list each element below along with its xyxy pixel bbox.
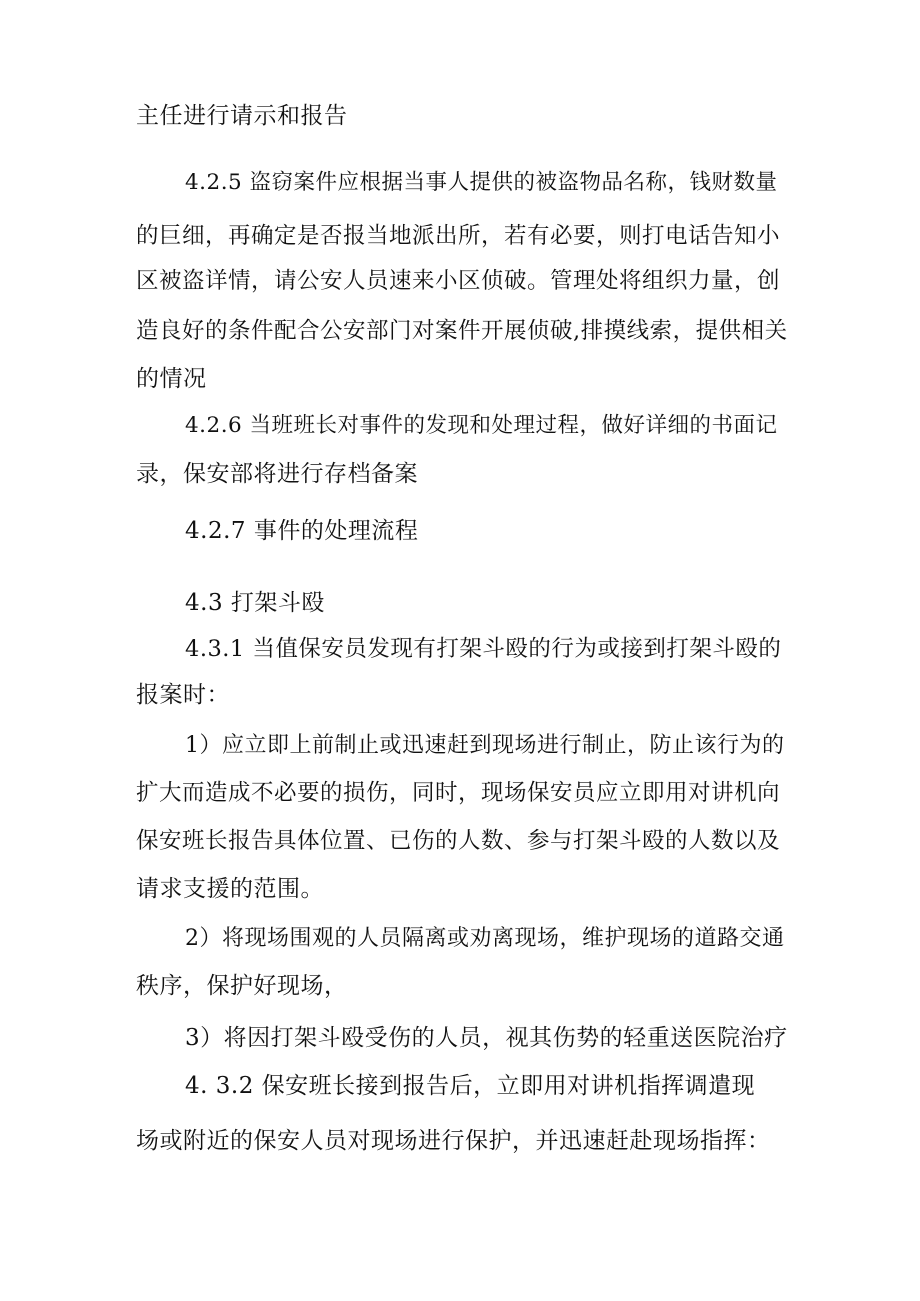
text-line: 造良好的条件配合公安部门对案件开展侦破,排摸线索，提供相关 bbox=[136, 318, 788, 344]
text-line: 2）将现场围观的人员隔离或劝离现场，维护现场的道路交通 bbox=[185, 926, 785, 951]
text-line: 场或附近的保安人员对现场进行保护，并迅速赶赴现场指挥： bbox=[136, 1128, 771, 1154]
text-line: 4.2.6 当班班长对事件的发现和处理过程，做好详细的书面记 bbox=[185, 413, 778, 438]
text-line: 的情况 bbox=[136, 366, 207, 392]
text-line: 4. 3.2 保安班长接到报告后，立即用对讲机指挥调遣现 bbox=[185, 1073, 756, 1099]
text-line: 的巨细，再确定是否报当地派出所，若有必要，则打电话告知小 bbox=[136, 223, 781, 249]
text-line: 主任进行请示和报告 bbox=[136, 103, 348, 129]
text-line: 扩大而造成不必要的损伤，同时，现场保安员应立即用对讲机向 bbox=[136, 780, 781, 806]
text-line: 保安班长报告具体位置、已伤的人数、参与打架斗殴的人数以及 bbox=[136, 828, 781, 854]
text-line: 报案时： bbox=[136, 682, 230, 708]
text-line: 录，保安部将进行存档备案 bbox=[136, 461, 418, 487]
text-line: 3）将因打架斗殴受伤的人员，视其伤势的轻重送医院治疗 bbox=[185, 1025, 788, 1051]
text-line: 请求支援的范围。 bbox=[136, 876, 324, 902]
text-line: 4.3 打架斗殴 bbox=[185, 590, 325, 616]
text-line: 秩序，保护好现场， bbox=[136, 973, 348, 999]
text-line: 1）应立即上前制止或迅速赶到现场进行制止，防止该行为的 bbox=[185, 733, 785, 758]
text-line: 4.2.5 盗窃案件应根据当事人提供的被盗物品名称，钱财数量 bbox=[185, 170, 778, 195]
text-line: 区被盗详情，请公安人员速来小区侦破。管理处将组织力量，创 bbox=[136, 268, 781, 294]
text-line: 4.3.1 当值保安员发现有打架斗殴的行为或接到打架斗殴的 bbox=[185, 636, 782, 662]
text-line: 4.2.7 事件的处理流程 bbox=[185, 518, 419, 544]
